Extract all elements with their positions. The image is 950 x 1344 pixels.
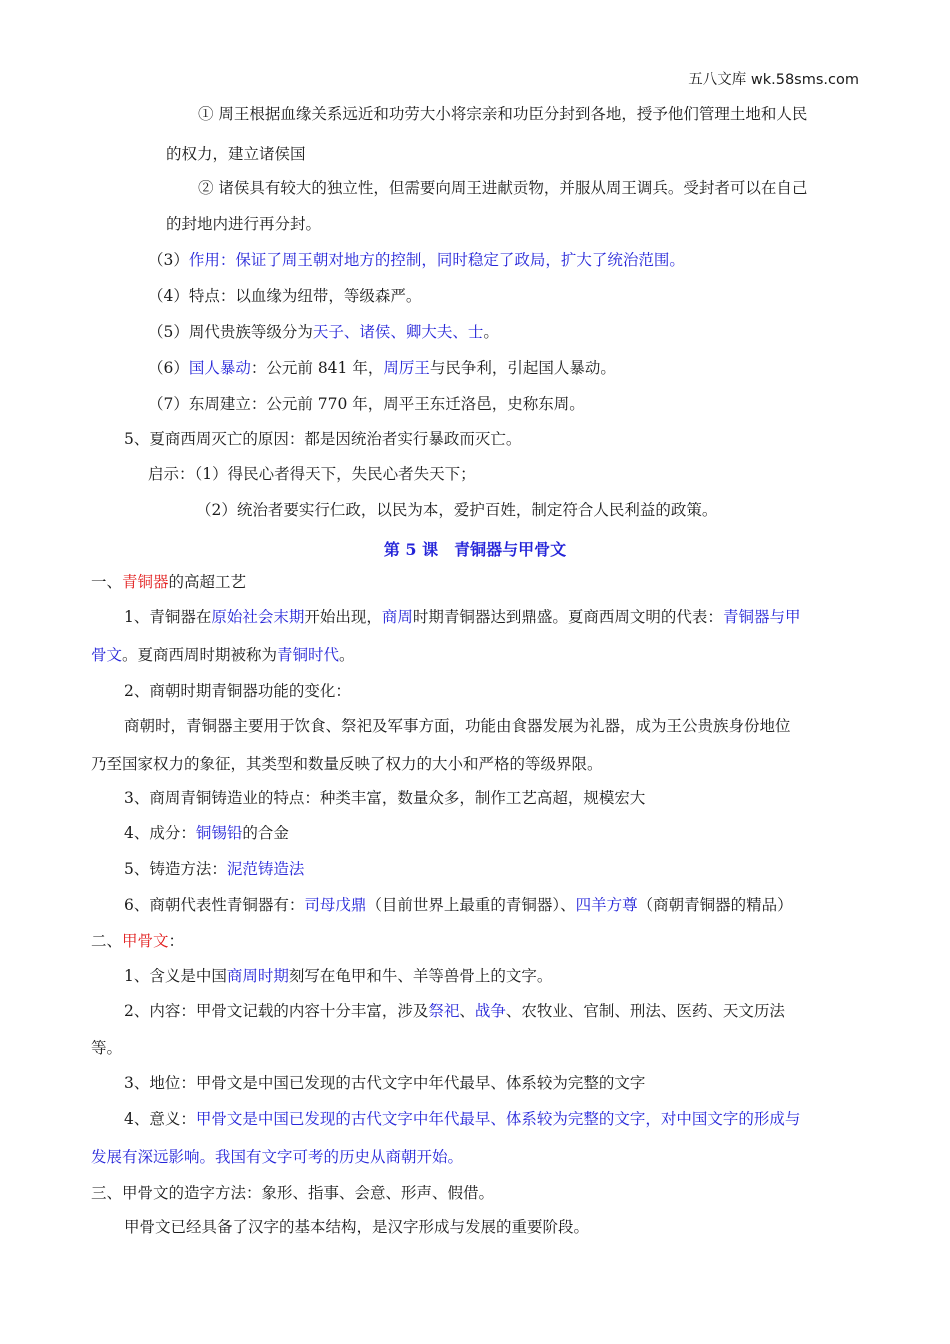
paragraph-line bbox=[124, 859, 304, 879]
paragraph-line bbox=[124, 1001, 785, 1021]
text-run: ： bbox=[168, 932, 185, 950]
paragraph-line: 发展有深远影响。我国有文字可考的历史从商朝开始。 bbox=[91, 1148, 464, 1166]
highlight-text: 泥范铸造法 bbox=[226, 860, 305, 878]
paragraph-line: ② 诸侯具有较大的独立性，但需要向周王进献贡物，并服从周王调兵。受封者可以在自己 bbox=[198, 179, 808, 197]
keyword-red: 青铜器 bbox=[122, 573, 169, 591]
text-run: 、农牧业、官制、刑法、医药、天文历法 bbox=[505, 1002, 785, 1020]
text-run: 。夏商西周时期被称为 bbox=[122, 646, 278, 664]
text-run: 开始出现， bbox=[304, 608, 382, 626]
text-run: 一、 bbox=[91, 573, 123, 591]
text-run: （3） bbox=[148, 251, 189, 269]
highlight-text: 周厉王 bbox=[383, 359, 430, 377]
paragraph-line: （7）东周建立：公元前 770 年，周平王东迁洛邑，史称东周。 bbox=[148, 395, 585, 413]
paragraph-line: 甲骨文已经具备了汉字的基本结构，是汉字形成与发展的重要阶段。 bbox=[124, 1218, 590, 1236]
text-run: 5、铸造方法： bbox=[124, 860, 227, 878]
paragraph-line bbox=[124, 823, 289, 843]
text-run: 。 bbox=[483, 323, 499, 341]
highlight-text: 青铜时代 bbox=[277, 646, 340, 664]
paragraph-line bbox=[148, 322, 499, 342]
text-run: 4、意义： bbox=[124, 1110, 196, 1128]
section-heading bbox=[91, 931, 184, 951]
highlight-text: 天子、诸侯、卿大夫、士 bbox=[312, 323, 484, 341]
highlight-text: 国人暴动 bbox=[188, 359, 251, 377]
text-run: （5）周代贵族等级分为 bbox=[148, 323, 313, 341]
paragraph-line: 5、夏商西周灭亡的原因：都是因统治者实行暴政而灭亡。 bbox=[124, 430, 522, 448]
paragraph-line bbox=[124, 895, 793, 915]
paragraph-line bbox=[148, 358, 616, 378]
paragraph-line: 3、地位：甲骨文是中国已发现的古代文字中年代最早、体系较为完整的文字 bbox=[124, 1074, 646, 1092]
paragraph-line bbox=[148, 250, 685, 270]
text-run: 与民争利，引起国人暴动。 bbox=[429, 359, 616, 377]
site-watermark-header: 五八文库 wk.58sms.com bbox=[688, 72, 859, 88]
paragraph-line: 的权力，建立诸侯国 bbox=[166, 145, 306, 163]
highlight-text: 司母戊鼎 bbox=[304, 896, 367, 914]
text-run: ：公元前 841 年， bbox=[250, 359, 384, 377]
text-run: （目前世界上最重的青铜器）、 bbox=[366, 896, 576, 914]
paragraph-line: 商朝时，青铜器主要用于饮食、祭祀及军事方面，功能由食器发展为礼器，成为王公贵族身份地位 bbox=[124, 717, 791, 735]
section-heading: 三、甲骨文的造字方法：象形、指事、会意、形声、假借。 bbox=[91, 1184, 495, 1202]
text-run: 的高超工艺 bbox=[168, 573, 247, 591]
highlight-text: 作用：保证了周王朝对地方的控制，同时稳定了政局，扩大了统治范围。 bbox=[188, 251, 685, 269]
text-run: 时期青铜器达到鼎盛。夏商西周文明的代表： bbox=[412, 608, 723, 626]
highlight-text: 铜锡铅 bbox=[195, 824, 243, 842]
highlight-text: 甲骨文是中国已发现的古代文字中年代最早、体系较为完整的文字，对中国文字的形成与 bbox=[195, 1110, 801, 1128]
paragraph-line: ① 周王根据血缘关系远近和功劳大小将宗亲和功臣分封到各地，授予他们管理土地和人民 bbox=[198, 105, 808, 123]
lesson-title: 第 5 课 青铜器与甲骨文 bbox=[383, 540, 567, 559]
paragraph-line: 3、商周青铜铸造业的特点：种类丰富，数量众多，制作工艺高超，规模宏大 bbox=[124, 789, 646, 807]
text-run: 刻写在龟甲和牛、羊等兽骨上的文字。 bbox=[288, 967, 553, 985]
paragraph-line bbox=[124, 1109, 800, 1129]
paragraph-line bbox=[91, 645, 355, 665]
paragraph-line bbox=[124, 966, 552, 986]
text-run: 。 bbox=[339, 646, 355, 664]
highlight-text: 青铜器与甲 bbox=[722, 608, 801, 626]
text-run: 的合金 bbox=[242, 824, 289, 842]
section-heading bbox=[91, 572, 246, 592]
paragraph-line: （2）统治者要实行仁政，以民为本，爱护百姓，制定符合人民利益的政策。 bbox=[196, 501, 718, 519]
text-run: 6、商朝代表性青铜器有： bbox=[124, 896, 305, 914]
paragraph-line: 的封地内进行再分封。 bbox=[166, 215, 322, 233]
highlight-text: 骨文 bbox=[91, 646, 123, 664]
highlight-text: 祭祀 bbox=[428, 1002, 460, 1020]
text-run: 、 bbox=[459, 1002, 475, 1020]
highlight-text: 四羊方尊 bbox=[575, 896, 638, 914]
highlight-text: 商周 bbox=[381, 608, 413, 626]
paragraph-line: 乃至国家权力的象征，其类型和数量反映了权力的大小和严格的等级界限。 bbox=[91, 755, 603, 773]
text-run: 1、青铜器在 bbox=[124, 608, 212, 626]
text-run: （商朝青铜器的精品） bbox=[637, 896, 793, 914]
paragraph-line: 启示：（1）得民心者得天下，失民心者失天下； bbox=[148, 465, 476, 483]
text-run: 4、成分： bbox=[124, 824, 196, 842]
highlight-text: 原始社会末期 bbox=[211, 608, 305, 626]
text-run: 1、含义是中国 bbox=[124, 967, 227, 985]
paragraph-line bbox=[124, 607, 800, 627]
paragraph-line: 2、商朝时期青铜器功能的变化： bbox=[124, 682, 351, 700]
highlight-text: 战争 bbox=[474, 1002, 506, 1020]
text-run: 2、内容：甲骨文记载的内容十分丰富，涉及 bbox=[124, 1002, 429, 1020]
text-run: （6） bbox=[148, 359, 189, 377]
text-run: 二、 bbox=[91, 932, 123, 950]
paragraph-line: （4）特点：以血缘为纽带，等级森严。 bbox=[148, 287, 422, 305]
keyword-red: 甲骨文 bbox=[122, 932, 169, 950]
highlight-text: 商周时期 bbox=[226, 967, 289, 985]
paragraph-line: 等。 bbox=[91, 1039, 123, 1057]
